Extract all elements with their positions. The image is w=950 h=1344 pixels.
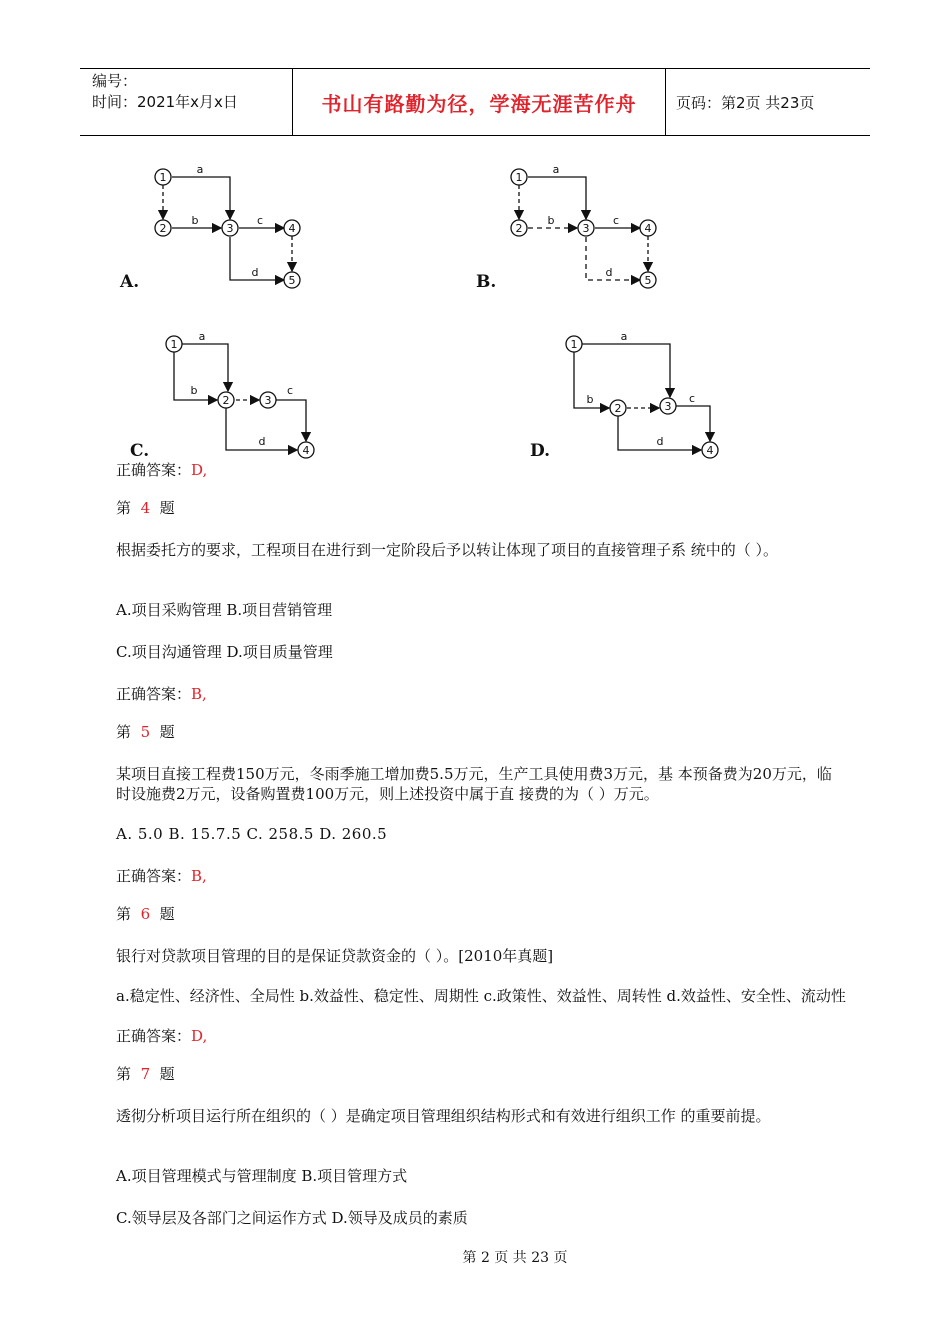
- answer-label: 正确答案：: [116, 685, 192, 703]
- node-label: 1: [570, 338, 578, 351]
- header-meta: [80, 69, 293, 136]
- edge-label: b: [547, 214, 555, 227]
- edge-label: a: [198, 330, 206, 343]
- date-label: 时间：2021年x月x日: [92, 93, 238, 111]
- q7-stem: 透彻分析项目运行所在组织的（ ）是确定项目管理组织结构形式和有效进行组织工作 的重要前提。: [116, 1107, 771, 1125]
- node-label: 3: [664, 400, 672, 413]
- question-number: 7: [140, 1065, 151, 1083]
- node-label: 5: [644, 274, 652, 287]
- question-suffix: 题: [159, 905, 175, 923]
- node-label: 1: [159, 171, 167, 184]
- node-label: 4: [644, 222, 652, 235]
- question-number: 6: [140, 905, 151, 923]
- network-diagram-d: [520, 322, 740, 462]
- edge-label: c: [256, 214, 264, 227]
- q3-answer: [116, 460, 207, 480]
- edge-label: d: [258, 435, 266, 448]
- edge-label: a: [552, 163, 560, 176]
- node-label: 1: [515, 171, 523, 184]
- answer-label: 正确答案：: [116, 461, 192, 479]
- edge-label: d: [251, 266, 259, 279]
- option-label: D.: [530, 441, 551, 461]
- q7-options-line1: A.项目管理模式与管理制度 B.项目管理方式: [116, 1167, 408, 1185]
- q6-stem: 银行对贷款项目管理的目的是保证贷款资金的（ ）。[2010年真题]: [116, 947, 554, 965]
- question-prefix: 第: [116, 723, 132, 741]
- option-label: A.: [120, 272, 140, 292]
- header-motto: 书山有路勤为径，学海无涯苦作舟: [293, 69, 666, 136]
- question-prefix: 第: [116, 905, 132, 923]
- network-diagram-c: [120, 322, 330, 462]
- q5-answer: [116, 866, 207, 886]
- node-label: 3: [226, 222, 234, 235]
- answer-label: 正确答案：: [116, 1027, 192, 1045]
- q6-answer: [116, 1026, 207, 1046]
- node-label: 4: [302, 444, 310, 457]
- node-label: 3: [582, 222, 590, 235]
- node-label: 2: [515, 222, 523, 235]
- answer-value: B,: [191, 685, 207, 703]
- question-prefix: 第: [116, 1065, 132, 1083]
- q7-number: [116, 1064, 175, 1084]
- node-label: 2: [159, 222, 167, 235]
- q7-options-line2: C.领导层及各部门之间运作方式 D.领导及成员的素质: [116, 1209, 468, 1227]
- answer-value: B,: [191, 867, 207, 885]
- q6-options: a.稳定性、经济性、全局性 b.效益性、稳定性、周期性 c.政策性、效益性、周转性 d.效益性、安全性、流动性: [116, 987, 846, 1005]
- edge-label: a: [196, 163, 204, 176]
- edge-label: b: [191, 214, 199, 227]
- code-label: 编号：: [92, 72, 138, 90]
- answer-value: D,: [191, 1027, 208, 1045]
- node-label: 1: [170, 338, 178, 351]
- node-label: 4: [706, 444, 714, 457]
- q4-options-line2: C.项目沟通管理 D.项目质量管理: [116, 643, 333, 661]
- q4-answer: [116, 684, 207, 704]
- page-header: [80, 68, 870, 136]
- edge-label: d: [605, 266, 613, 279]
- question-prefix: 第: [116, 499, 132, 517]
- edge-label: c: [688, 392, 696, 405]
- node-label: 5: [288, 274, 296, 287]
- question-suffix: 题: [159, 1065, 175, 1083]
- q4-number: [116, 498, 175, 518]
- edge-label: b: [586, 393, 594, 406]
- question-number: 5: [140, 723, 151, 741]
- question-number: 4: [140, 499, 151, 517]
- question-suffix: 题: [159, 723, 175, 741]
- option-label: C.: [130, 441, 150, 461]
- q4-stem: 根据委托方的要求，工程项目在进行到一定阶段后予以转让体现了项目的直接管理子系 统中的（ ）。: [116, 541, 779, 559]
- edge-label: c: [286, 384, 294, 397]
- question-suffix: 题: [159, 499, 175, 517]
- edge-label: b: [190, 384, 198, 397]
- node-label: 2: [614, 402, 622, 415]
- q4-options-line1: A.项目采购管理 B.项目营销管理: [116, 601, 333, 619]
- network-diagram-b: [466, 155, 676, 295]
- answer-label: 正确答案：: [116, 867, 192, 885]
- q5-options-line1: A. 5.0 B. 15.7.5 C. 258.5 D. 260.5: [116, 825, 388, 843]
- edge-label: a: [620, 330, 628, 343]
- q6-number: [116, 904, 175, 924]
- header-page-info: 页码：第2页 共23页: [666, 69, 871, 136]
- q5-number: [116, 722, 175, 742]
- node-label: 3: [264, 394, 272, 407]
- q5-stem: 某项目直接工程费150万元，冬雨季施工增加费5.5万元，生产工具使用费3万元，基 本预备费为20万元，临时设施费2万元，设备购置费100万元，则上述投资中属于直 接费的为（ ）万元。: [116, 765, 832, 803]
- edge-label: d: [656, 435, 664, 448]
- option-label: B.: [476, 272, 497, 292]
- network-diagram-a: [110, 155, 320, 295]
- node-label: 4: [288, 222, 296, 235]
- node-label: 2: [222, 394, 230, 407]
- edge-label: c: [612, 214, 620, 227]
- answer-value: D,: [191, 461, 208, 479]
- page-footer: 第 2 页 共 23 页: [462, 1250, 568, 1266]
